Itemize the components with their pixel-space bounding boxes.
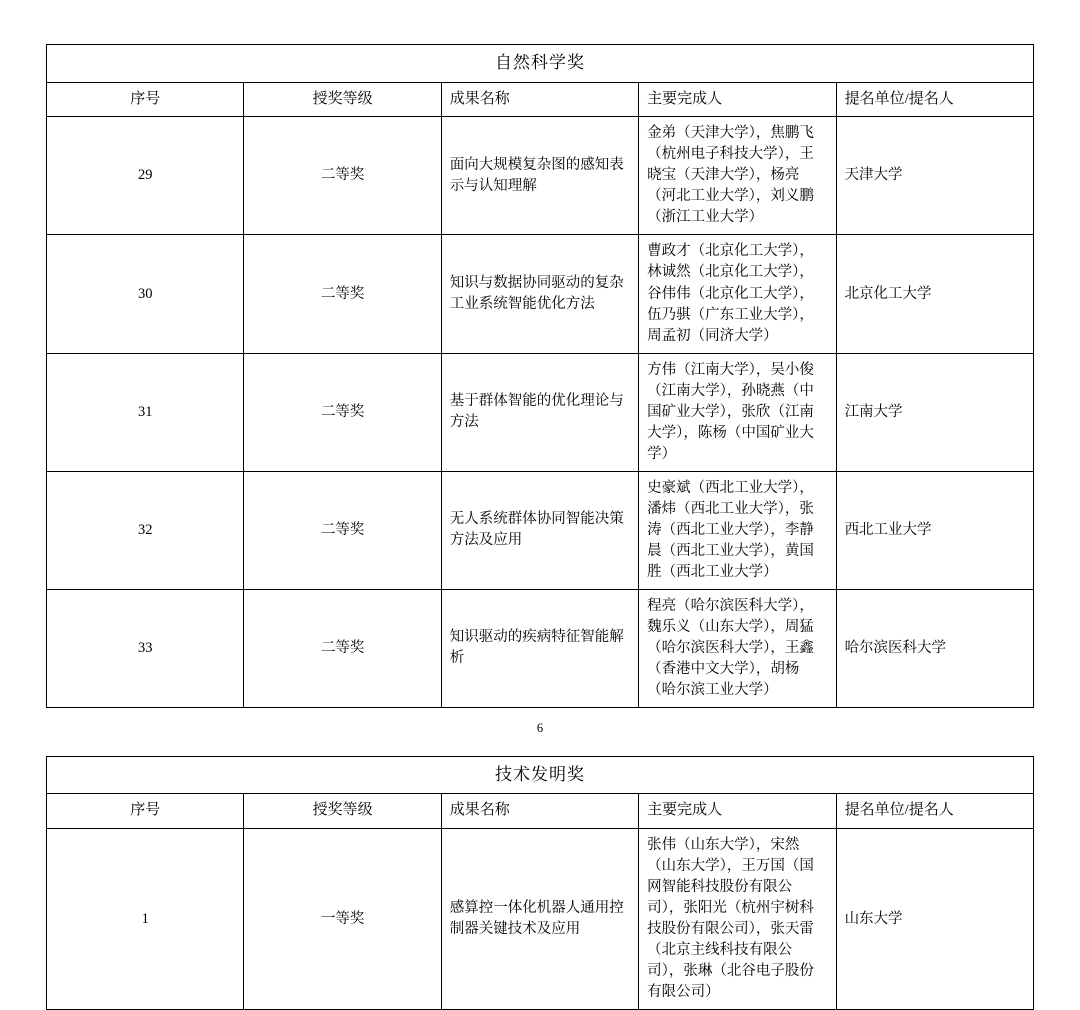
column-header-name: 成果名称 [441, 794, 638, 829]
cell-unit: 北京化工大学 [836, 235, 1033, 353]
cell-name: 基于群体智能的优化理论与方法 [441, 353, 638, 471]
table-row [47, 353, 1034, 471]
cell-unit: 哈尔滨医科大学 [836, 589, 1033, 707]
cell-name: 感算控一体化机器人通用控制器关键技术及应用 [441, 829, 638, 1010]
cell-people: 史豪斌（西北工业大学），潘炜（西北工业大学），张涛（西北工业大学），李静晨（西北工业大学），黄国胜（西北工业大学） [639, 471, 836, 589]
column-header-level: 授奖等级 [244, 794, 441, 829]
cell-level: 一等奖 [244, 829, 441, 1010]
award-table-technology-invention [46, 756, 1034, 1010]
cell-name: 面向大规模复杂图的感知表示与认知理解 [441, 117, 638, 235]
cell-unit: 天津大学 [836, 117, 1033, 235]
cell-people: 张伟（山东大学），宋然（山东大学），王万国（国网智能科技股份有限公司），张阳光（杭州宇树科技股份有限公司），张天雷（北京主线科技有限公司），张琳（北谷电子股份有限公司） [639, 829, 836, 1010]
page-number: 6 [536, 721, 544, 735]
cell-unit: 西北工业大学 [836, 471, 1033, 589]
cell-seq: 33 [47, 589, 244, 707]
table-header-row [47, 82, 1034, 117]
cell-name: 知识驱动的疾病特征智能解析 [441, 589, 638, 707]
cell-people: 曹政才（北京化工大学），林诚然（北京化工大学），谷伟伟（北京化工大学），伍乃骐（广东工业大学），周孟初（同济大学） [639, 235, 836, 353]
cell-seq: 31 [47, 353, 244, 471]
table-title: 自然科学奖 [47, 45, 1034, 83]
table-title-row [47, 45, 1034, 83]
column-header-unit: 提名单位/提名人 [836, 794, 1033, 829]
column-header-people: 主要完成人 [639, 794, 836, 829]
cell-name: 知识与数据协同驱动的复杂工业系统智能优化方法 [441, 235, 638, 353]
column-header-level: 授奖等级 [244, 82, 441, 117]
cell-seq: 1 [47, 829, 244, 1010]
cell-unit: 江南大学 [836, 353, 1033, 471]
column-header-seq: 序号 [47, 82, 244, 117]
table-row [47, 471, 1034, 589]
column-header-unit: 提名单位/提名人 [836, 82, 1033, 117]
cell-level: 二等奖 [244, 589, 441, 707]
cell-level: 二等奖 [244, 353, 441, 471]
cell-name: 无人系统群体协同智能决策方法及应用 [441, 471, 638, 589]
cell-seq: 32 [47, 471, 244, 589]
column-header-name: 成果名称 [441, 82, 638, 117]
cell-unit: 山东大学 [836, 829, 1033, 1010]
table-row [47, 235, 1034, 353]
table-row [47, 829, 1034, 1010]
cell-level: 二等奖 [244, 235, 441, 353]
table-title: 技术发明奖 [47, 756, 1034, 794]
column-header-people: 主要完成人 [639, 82, 836, 117]
cell-seq: 29 [47, 117, 244, 235]
cell-people: 方伟（江南大学），吴小俊（江南大学），孙晓燕（中国矿业大学），张欣（江南大学），陈杨（中国矿业大学） [639, 353, 836, 471]
cell-level: 二等奖 [244, 471, 441, 589]
table-header-row [47, 794, 1034, 829]
column-header-seq: 序号 [47, 794, 244, 829]
cell-people: 程亮（哈尔滨医科大学），魏乐义（山东大学），周猛（哈尔滨医科大学），王鑫（香港中文大学），胡杨（哈尔滨工业大学） [639, 589, 836, 707]
cell-seq: 30 [47, 235, 244, 353]
cell-level: 二等奖 [244, 117, 441, 235]
award-table-natural-science [46, 44, 1034, 708]
table-row [47, 117, 1034, 235]
cell-people: 金弟（天津大学），焦鹏飞（杭州电子科技大学），王晓宝（天津大学），杨亮（河北工业大学），刘义鹏（浙江工业大学） [639, 117, 836, 235]
table-title-row [47, 756, 1034, 794]
table-row [47, 589, 1034, 707]
